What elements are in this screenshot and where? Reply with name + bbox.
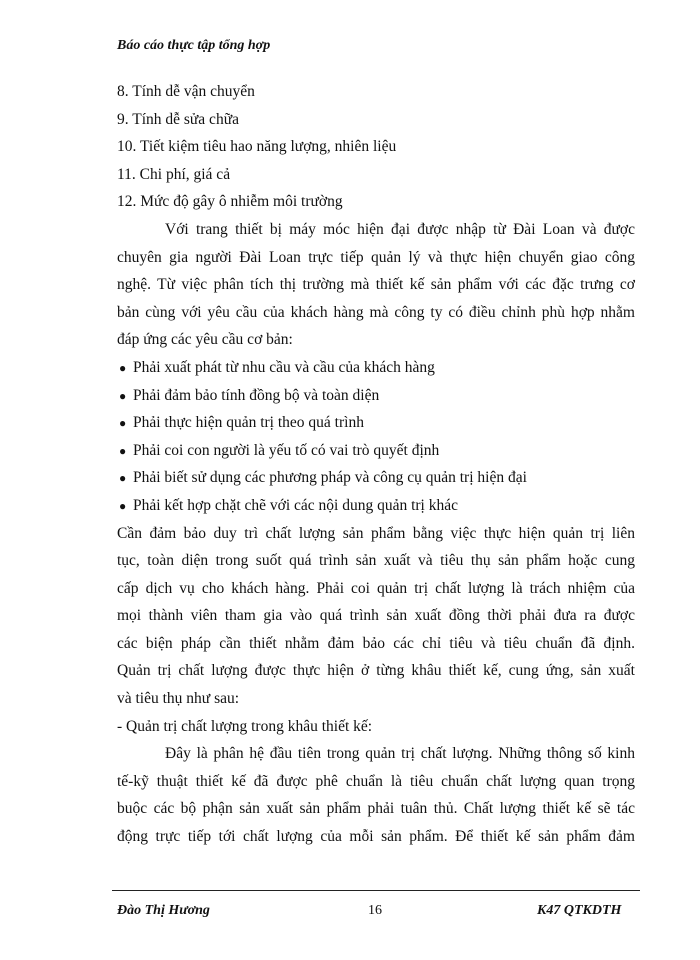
bullet-text: Phải thực hiện quản trị theo quá trình — [133, 414, 364, 432]
paragraph-line: tế-kỹ thuật thiết kế đã được phê chuẩn là tiêu chuẩn chất lượng quan trọng — [117, 772, 635, 790]
paragraph-line: cấp dịch vụ cho khách hàng. Phải coi quản trị chất lượng là trách nhiệm của — [117, 579, 635, 597]
paragraph-line: Với trang thiết bị máy móc hiện đại được nhập từ Đài Loan và được — [165, 220, 635, 238]
paragraph-line: buộc các bộ phận sản xuất sản phẩm phải tuân thủ. Chất lượng thiết kế sẽ tác — [117, 800, 635, 818]
bullet-text: Phải xuất phát từ nhu cầu và cầu của khách hàng — [133, 358, 435, 376]
bullet-text: Phải kết hợp chặt chẽ với các nội dung quản trị khác — [133, 496, 459, 514]
footer-divider — [112, 890, 640, 891]
paragraph-line: Đây là phân hệ đầu tiên trong quản trị chất lượng. Những thông số kinh — [165, 745, 635, 763]
list-item: 9. Tính dễ sửa chữa — [117, 110, 239, 128]
paragraph-line: chuyên gia người Đài Loan trực tiếp quản lý và thực hiện chuyển giao công — [117, 248, 635, 266]
paragraph-line: Quản trị chất lượng được thực hiện ở từng khâu thiết kế, cung ứng, sản xuất — [117, 662, 635, 680]
bullet-icon: ● — [119, 388, 127, 403]
bullet-item — [117, 382, 635, 410]
bullet-text: Phải biết sử dụng các phương pháp và công cụ quản trị hiện đại — [133, 469, 527, 487]
bullet-item — [117, 409, 635, 437]
paragraph-intro — [117, 216, 635, 354]
paragraph-line: nghệ. Từ việc phân tích thị trường mà thiết kế sản phẩm với các đặc trưng cơ — [117, 276, 635, 294]
bullet-list — [117, 354, 635, 520]
paragraph-line: tục, toàn diện trong suốt quá trình sản xuất và tiêu thụ sản phẩm hoặc cung — [117, 552, 635, 570]
list-item: 10. Tiết kiệm tiêu hao năng lượng, nhiên liệu — [117, 138, 397, 156]
bullet-icon: ● — [119, 498, 127, 513]
list-item: 8. Tính dễ vận chuyển — [117, 83, 255, 100]
bullet-icon: ● — [119, 360, 127, 375]
document-body — [117, 78, 635, 851]
paragraph-line: và tiêu thụ như sau: — [117, 690, 240, 708]
paragraph-line: bản cùng với yêu cầu của khách hàng mà công ty có điều chỉnh phù hợp nhằm — [117, 303, 635, 321]
bullet-text: Phải đảm bảo tính đồng bộ và toàn diện — [133, 386, 380, 404]
footer-author: Đào Thị Hương — [117, 903, 210, 918]
bullet-icon: ● — [119, 443, 127, 458]
bullet-icon: ● — [119, 471, 127, 486]
footer-class-code: K47 QTKDTH — [537, 903, 622, 918]
bullet-icon: ● — [119, 416, 127, 431]
paragraph-line: đáp ứng các yêu cầu cơ bản: — [117, 331, 293, 349]
paragraph-line: mọi thành viên tham gia vào quá trình sản xuất đồng thời phải đưa ra được — [117, 607, 635, 625]
paragraph-design — [117, 740, 635, 850]
running-header: Báo cáo thực tập tổng hợp — [117, 38, 271, 53]
bullet-item — [117, 492, 635, 520]
section-subheading: - Quản trị chất lượng trong khâu thiết kế: — [117, 717, 373, 735]
page-number: 16 — [368, 903, 382, 918]
list-item: 12. Mức độ gây ô nhiễm môi trường — [117, 193, 343, 211]
paragraph-line: Cần đảm bảo duy trì chất lượng sản phẩm bằng việc thực hiện quản trị liên — [117, 524, 635, 542]
bullet-item — [117, 437, 635, 465]
list-item: 11. Chi phí, giá cả — [117, 165, 231, 183]
paragraph-quality — [117, 520, 635, 713]
bullet-text: Phải coi con người là yếu tố có vai trò quyết định — [133, 441, 440, 459]
paragraph-line: các biện pháp cần thiết nhằm đảm bảo các chỉ tiêu và tiêu chuẩn đã định. — [117, 634, 635, 652]
paragraph-line: động trực tiếp tới chất lượng của mỗi sản phẩm. Để thiết kế sản phẩm đảm — [117, 828, 635, 846]
numbered-list — [117, 78, 635, 216]
bullet-item — [117, 354, 635, 382]
bullet-item — [117, 464, 635, 492]
